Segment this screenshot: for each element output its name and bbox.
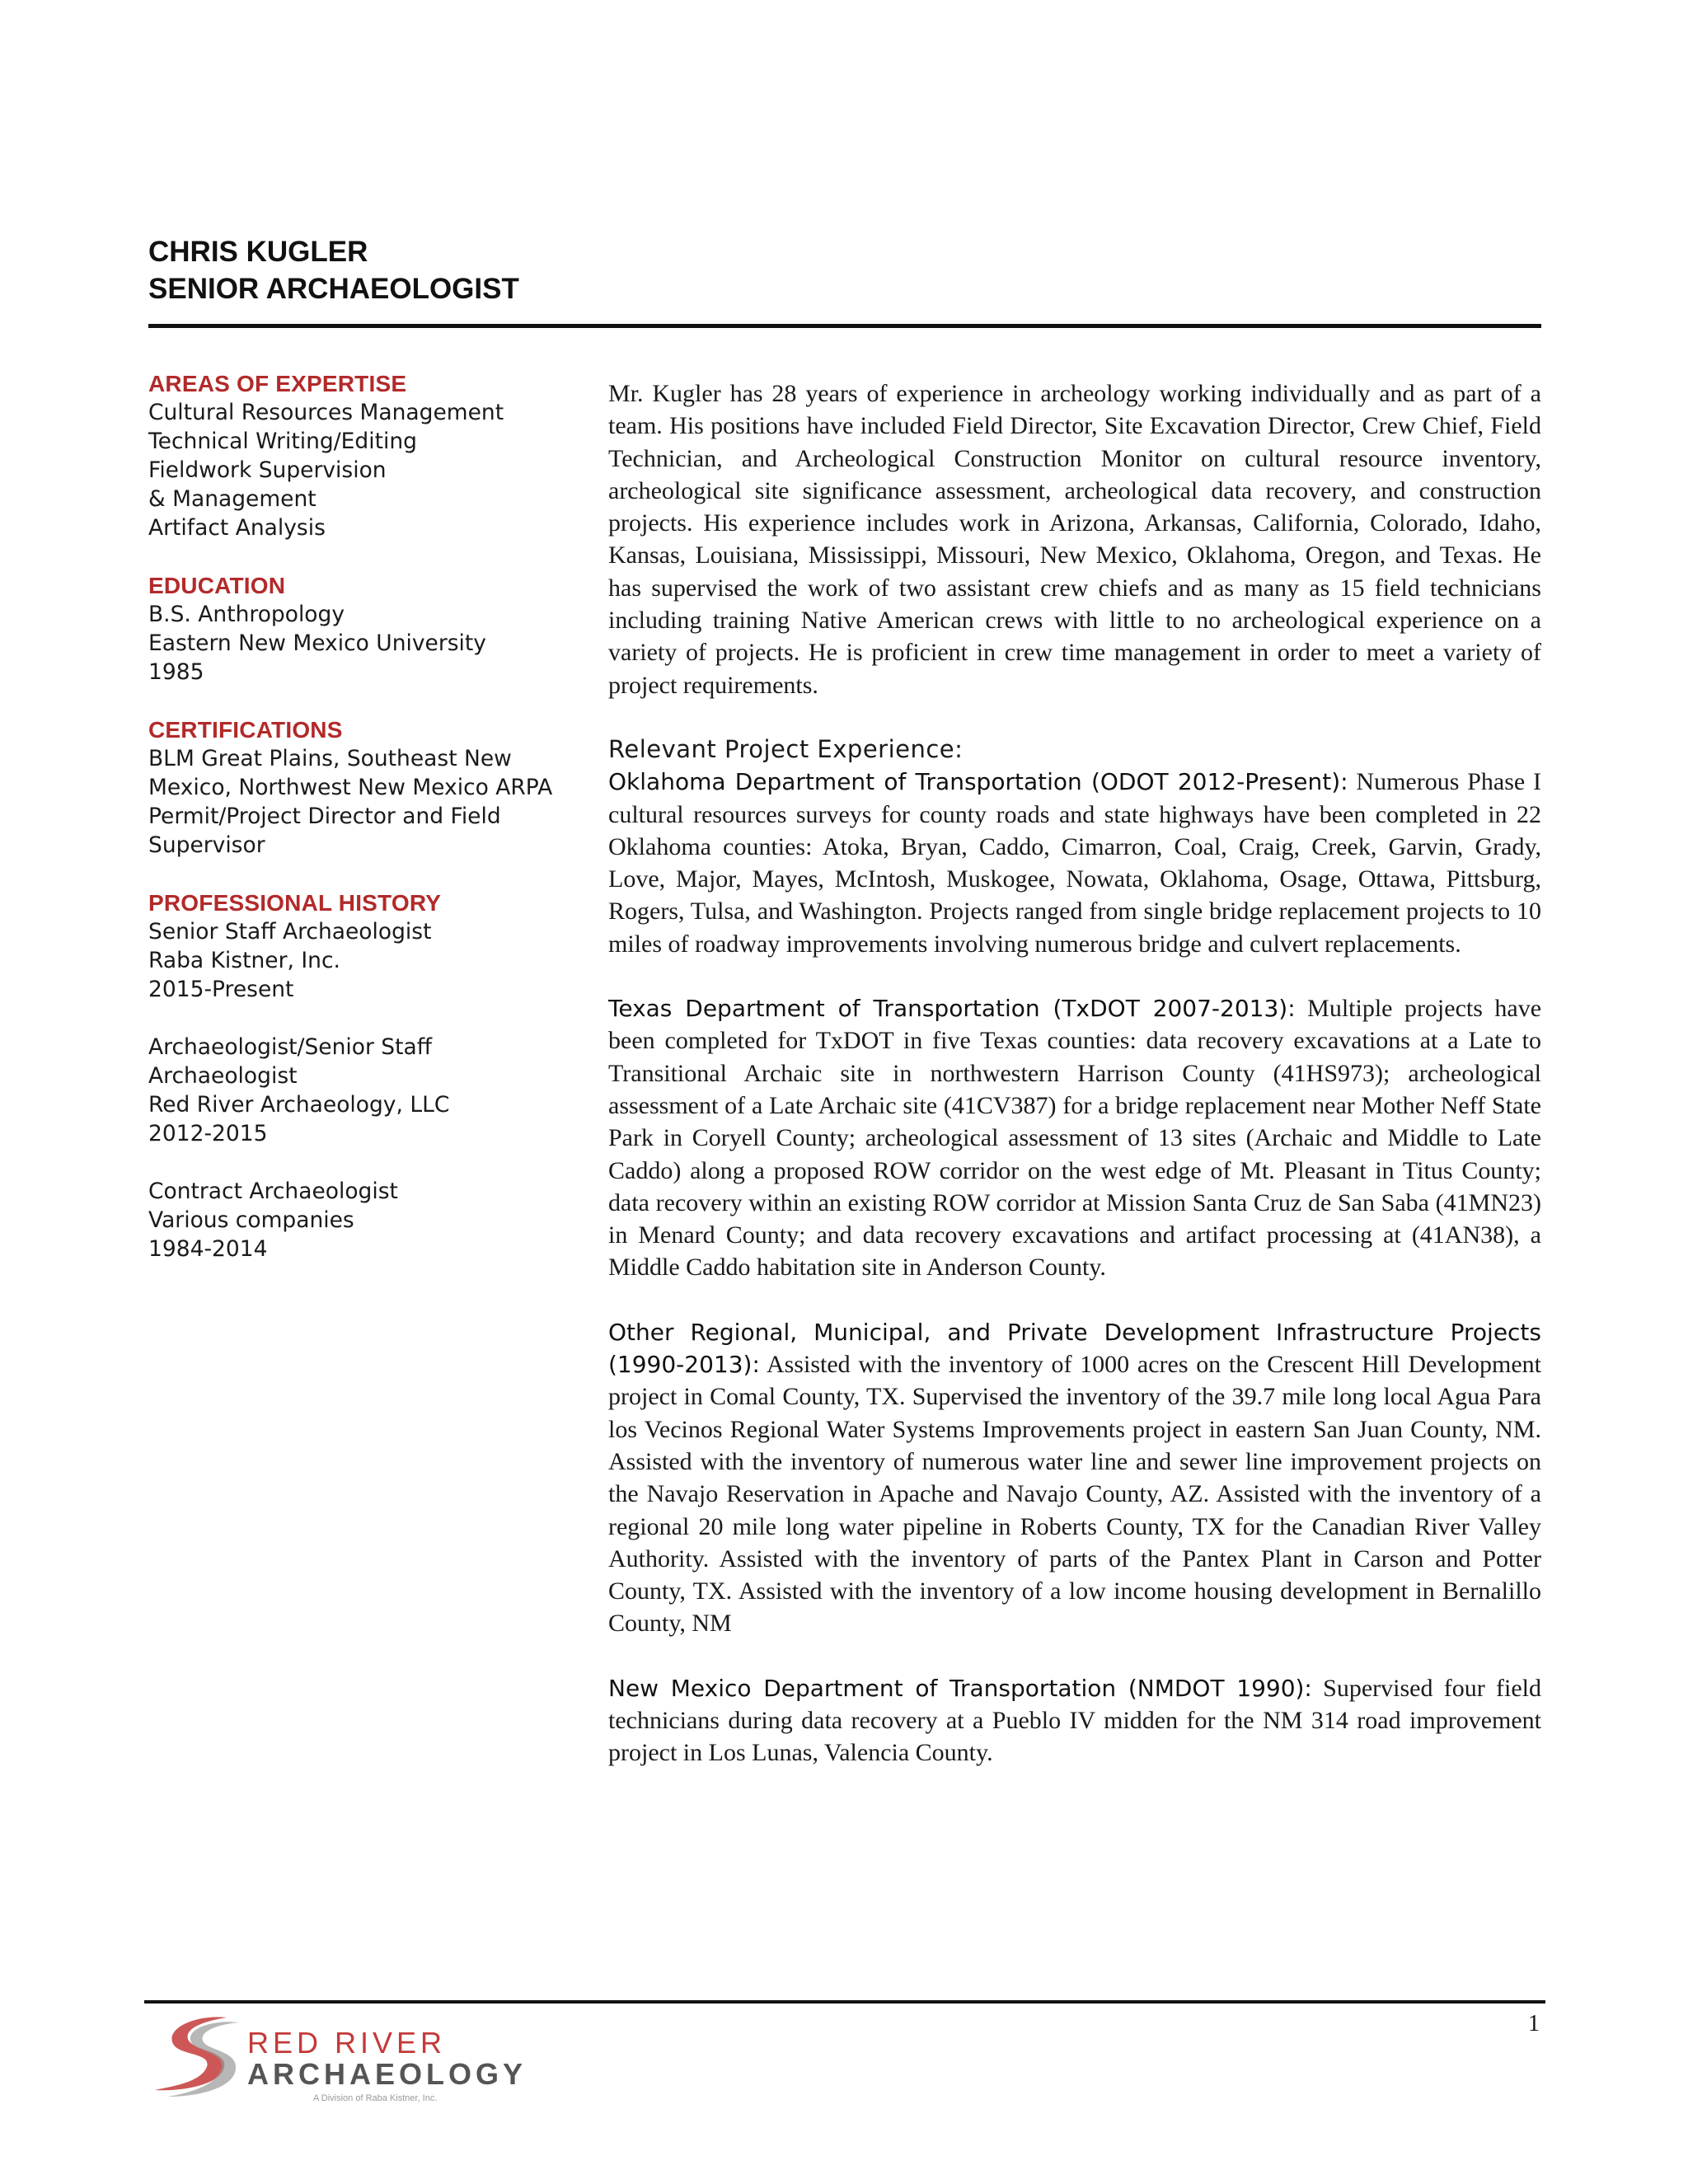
project-text: Supervised four field technicians during data recovery at a Pueblo IV midden for the NM 314 road improvement project in Los Lunas, Valencia County. <box>608 1674 1541 1767</box>
education-item: B.S. Anthropology <box>148 602 345 627</box>
education-item: Eastern New Mexico University <box>148 630 486 656</box>
job-line: Senior Staff Archaeologist <box>148 919 432 944</box>
main-content <box>608 377 1541 1802</box>
summary-paragraph: Mr. Kugler has 28 years of experience in archeology working individually and as part of a team. His positions have included Field Director, Site Excavation Director, Crew Chief, Field Technician, and Archeological Construction Monitor on cultural resource inventory, archeological site significance assessment, archeological data recovery, and construction projects. His experience includes work in Arizona, Arkansas, California, Colorado, Idaho, Kansas, Louisiana, Mississippi, Missouri, New Mexico, Oklahoma, Oregon, and Texas. He has supervised the work of two assistant crew chiefs and as many as 15 field technicians including training Native American crews with little to no archeological experience on a variety of projects. He is proficient in crew time management in order to meet a variety of project requirements. <box>608 380 1541 699</box>
education-item: 1985 <box>148 659 204 685</box>
project-entry <box>608 766 1541 960</box>
certification-item: BLM Great Plains, Southeast New <box>148 746 512 771</box>
swoosh-icon <box>148 2011 247 2102</box>
expertise-item: Fieldwork Supervision <box>148 457 387 483</box>
certification-item: Supervisor <box>148 832 265 858</box>
company-logo <box>148 2011 528 2110</box>
relevant-heading: Relevant Project Experience: <box>608 734 964 763</box>
page-number: 1 <box>1528 2011 1540 2036</box>
expertise-item: & Management <box>148 486 316 512</box>
job-line: Archaeologist/Senior Staff <box>148 1034 432 1060</box>
logo-line-1: RED RIVER <box>247 2026 447 2060</box>
sidebar <box>148 369 577 1292</box>
job-line: Red River Archaeology, LLC <box>148 1092 450 1118</box>
certifications-heading: CERTIFICATIONS <box>148 717 343 743</box>
project-entry <box>608 1316 1541 1640</box>
project-entry <box>608 1672 1541 1769</box>
history-section <box>148 888 577 1263</box>
job-line: Contract Archaeologist <box>148 1179 398 1204</box>
project-text: Assisted with the inventory of 1000 acres on the Crescent Hill Development project in Comal County, TX. Supervised the inventory of the 39.7 mile long local Agua Para los Vecinos Regional Water Systems Improvements project in eastern San Juan County, NM. Assisted with the inventory of numerous water line and sewer line improvement projects on the Navajo Reservation in Apache and Navajo County, AZ. Assisted with the inventory of a regional 20 mile long water pipeline in Roberts County, TX for the Canadian River Valley Authority. Assisted with the inventory of parts of the Pantex Plant in Carson and Potter County, TX. Assisted with the inventory of a low income housing development in Bernalillo County, NM <box>608 1351 1541 1638</box>
expertise-heading: AREAS OF EXPERTISE <box>148 371 407 396</box>
project-title: Oklahoma Department of Transportation (ODOT 2012-Present): <box>608 768 1348 796</box>
person-name: CHRIS KUGLER <box>148 236 368 268</box>
project-text: Multiple projects have been completed for TxDOT in five Texas counties: data recovery excavations at a Late to Transitional Archaic site in northwestern Harrison County (41HS973); archeological assessment of a Late Archaic site (41CV387) for a bridge replacement near Mother Neff State Park in Coryell County; archeological assessment of 13 sites (Archaic and Middle to Late Caddo) along a proposed ROW corridor on the west edge of Mt. Pleasant in Titus County; data recovery within an existing ROW corridor at Mission Santa Cruz de San Saba (41MN23) in Menard County; and data recovery excavations and artifact processing at (41AN38), a Middle Caddo habitation site in Anderson County. <box>608 995 1542 1282</box>
logo-subtitle: A Division of Raba Kistner, Inc. <box>313 2093 438 2103</box>
project-text: Numerous Phase I cultural resources surveys for county roads and state highways have been completed in 22 Oklahoma counties: Atoka, Bryan, Caddo, Cimarron, Coal, Craig, Creek, Garvin, Grady, Love, Major, Mayes, McIntosh, Muskogee, Nowata, Oklahoma, Osage, Ottawa, Pittsburg, Rogers, Tulsa, and Washington. Projects ranged from single bridge replacement projects to 10 miles of roadway improvements involving numerous bridge and culvert replacements. <box>608 768 1542 958</box>
logo-line-2: ARCHAEOLOGY <box>247 2057 528 2091</box>
job-line: Raba Kistner, Inc. <box>148 948 340 973</box>
project-entry <box>608 992 1541 1284</box>
expertise-item: Technical Writing/Editing <box>148 429 417 454</box>
footer-divider <box>144 2000 1545 2004</box>
history-heading: PROFESSIONAL HISTORY <box>148 890 442 916</box>
resume-header <box>148 233 1541 307</box>
certification-item: Permit/Project Director and Field <box>148 804 501 829</box>
project-title: Other Regional, Municipal, and Private Development Infrastructure Projects (1990-2013): <box>608 1318 1541 1379</box>
education-section <box>148 571 577 687</box>
project-title: Texas Department of Transportation (TxDOT 2007-2013): <box>608 995 1296 1023</box>
expertise-item: Artifact Analysis <box>148 515 326 541</box>
expertise-section <box>148 369 577 542</box>
expertise-item: Cultural Resources Management <box>148 400 504 425</box>
project-title: New Mexico Department of Transportation (NMDOT 1990): <box>608 1674 1312 1702</box>
job-line: 2015-Present <box>148 977 294 1002</box>
job-line: Various companies <box>148 1207 354 1233</box>
job-line: 1984-2014 <box>148 1236 268 1262</box>
job-line: 2012-2015 <box>148 1121 268 1146</box>
header-divider <box>148 324 1541 328</box>
certification-item: Mexico, Northwest New Mexico ARPA <box>148 775 553 800</box>
certifications-section <box>148 715 577 860</box>
person-title: SENIOR ARCHAEOLOGIST <box>148 273 519 305</box>
education-heading: EDUCATION <box>148 573 286 598</box>
job-line: Archaeologist <box>148 1063 298 1089</box>
